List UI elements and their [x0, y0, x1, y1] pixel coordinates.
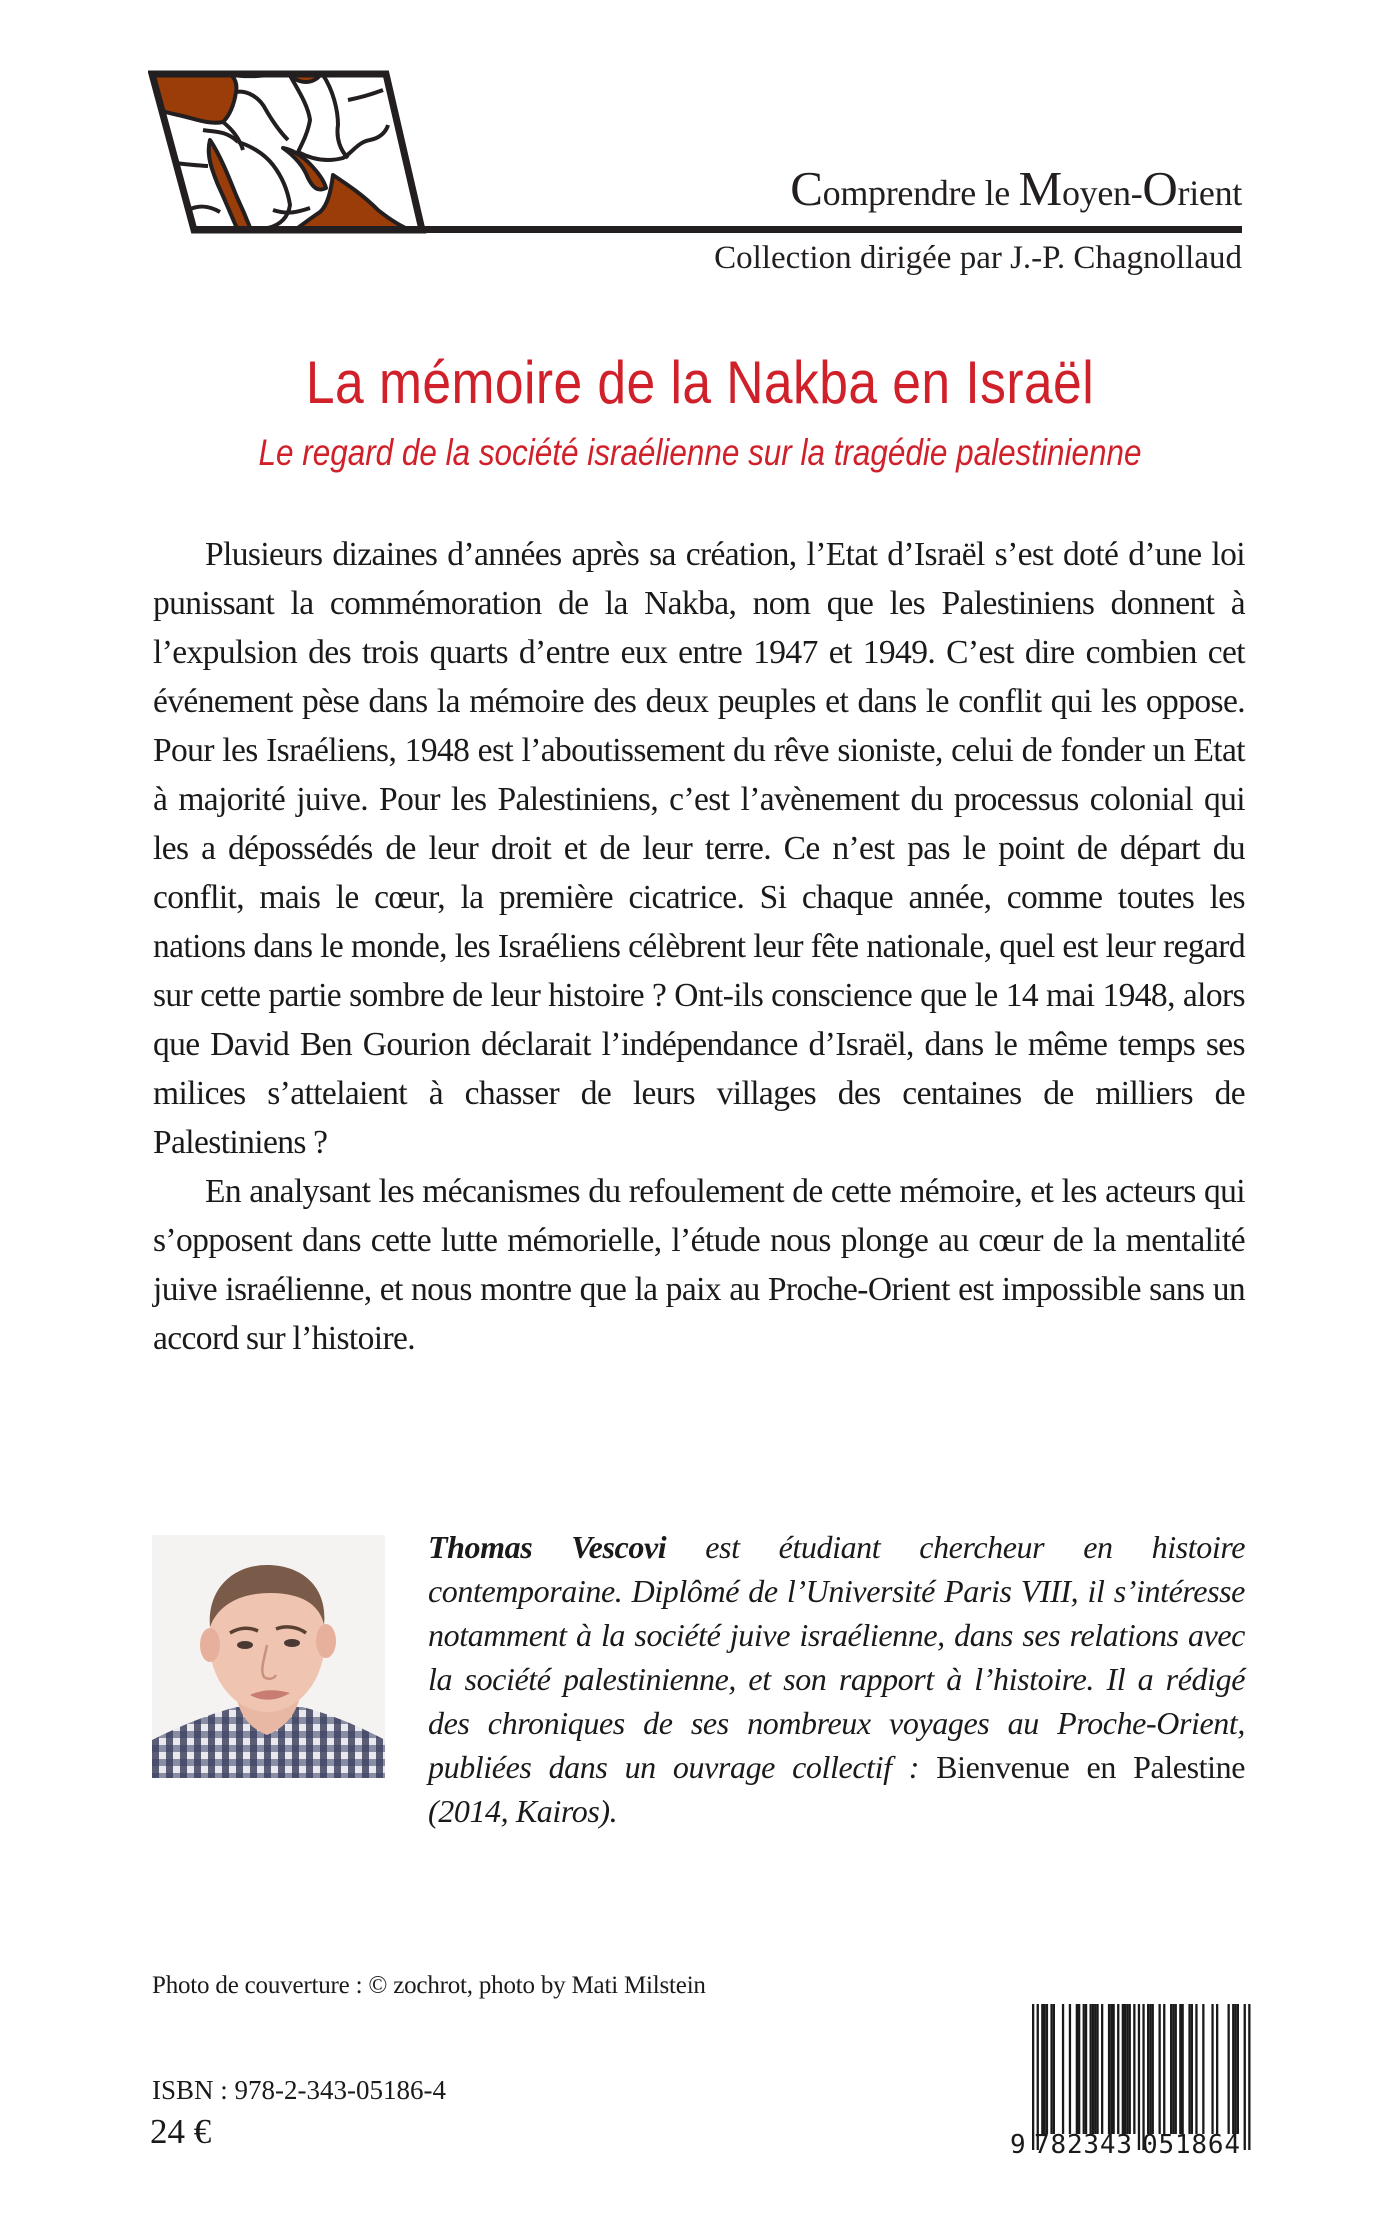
author-bio-text: est étudiant chercheur en histoire contemporaine. Diplômé de l’Université Paris VIII, il s’intéresse notamment à la société juive israélienne, dans ses relations avec la société palestinienne, et son rapport à l’histoire. Il a rédigé des chroniques de ses nombreux voyages au Proche-Orient, publiées dans un ouvrage collectif :: [428, 1529, 1245, 1785]
barcode-bar: [1110, 2004, 1112, 2134]
series-title-text: omprendre le: [822, 173, 1019, 213]
barcode-bar: [1062, 2004, 1064, 2134]
barcode-bar: [1117, 2004, 1119, 2134]
barcode-bar: [1044, 2004, 1046, 2134]
series-title-initial: M: [1018, 161, 1062, 216]
series-title-initial: O: [1142, 161, 1178, 216]
summary: [153, 530, 1245, 1363]
header-rule: [193, 226, 1242, 233]
barcode-bar: [1234, 2004, 1236, 2134]
author-book-title: Bienvenue en Palestine: [936, 1749, 1246, 1785]
author-book-details: (2014, Kairos).: [428, 1793, 618, 1829]
barcode-bar: [1046, 2004, 1048, 2134]
barcode-bar: [1149, 2004, 1151, 2134]
barcode-bar: [1248, 2004, 1250, 2150]
barcode-bar: [1053, 2004, 1055, 2134]
barcode-bar: [1090, 2004, 1092, 2134]
barcode-digits-left: 782343: [1034, 2130, 1132, 2160]
book-title: La mémoire de la Nakba en Israël: [305, 349, 1095, 416]
barcode-bars: [1032, 2004, 1251, 2150]
series-editor: Collection dirigée par J.-P. Chagnollaud: [714, 240, 1242, 276]
barcode-bar: [1175, 2004, 1177, 2134]
book-subtitle: Le regard de la société israélienne sur la tragédie palestinienne: [258, 432, 1142, 473]
series-title: [790, 160, 1242, 217]
barcode-bar: [1163, 2004, 1165, 2134]
barcode-bar: [1133, 2004, 1135, 2134]
isbn-barcode: [1000, 2000, 1265, 2160]
barcode-bar: [1122, 2004, 1124, 2134]
price: 24 €: [150, 2112, 212, 2151]
barcode-bar: [1179, 2004, 1181, 2134]
barcode-bar: [1202, 2004, 1204, 2134]
barcode-bar: [1182, 2004, 1184, 2134]
barcode-bar: [1129, 2004, 1131, 2134]
barcode-bar: [1159, 2004, 1161, 2134]
barcode-bar: [1076, 2004, 1078, 2134]
summary-paragraph: Plusieurs dizaines d’années après sa création, l’Etat d’Israël s’est doté d’une loi punissant la commémoration de la Nakba, nom que les Palestiniens donnent à l’expulsion des trois quarts d’entre eux entre 1947 et 1949. C’est dire combien cet événement pèse dans la mémoire des deux peuples et dans le conflit qui les oppose. Pour les Israéliens, 1948 est l’aboutissement du rêve sioniste, celui de fonder un Etat à majorité juive. Pour les Palestiniens, c’est l’avènement du processus colonial qui les a dépossédés de leur droit et de leur terre. Ce n’est pas le point de départ du conflit, mais le cœur, la première cicatrice. Si chaque année, comme toutes les nations dans le monde, les Israéliens célèbrent leur fête nationale, quel est leur regard sur cette partie sombre de leur histoire ? Ont-ils conscience que le 14 mai 1948, alors que David Ben Gourion déclarait l’indépendance d’Israël, dans le même temps ses milices s’attelaient à chasser de leurs villages des centaines de milliers de Palestiniens ?: [153, 536, 1245, 1161]
barcode-bar: [1152, 2004, 1154, 2134]
barcode-bar: [1037, 2004, 1039, 2150]
author-name: Thomas Vescovi: [428, 1529, 667, 1565]
barcode-bar: [1138, 2004, 1140, 2150]
barcode-bar: [1078, 2004, 1080, 2134]
barcode-bar: [1069, 2004, 1071, 2134]
barcode-bar: [1228, 2004, 1230, 2134]
author-photo: [152, 1535, 385, 1778]
barcode-bar: [1244, 2004, 1246, 2150]
barcode-bar: [1041, 2004, 1043, 2134]
barcode-bar: [1085, 2004, 1087, 2134]
barcode-bar: [1170, 2004, 1172, 2134]
barcode-bar: [1050, 2004, 1052, 2134]
barcode-bar: [1232, 2004, 1234, 2134]
barcode-bar: [1113, 2004, 1115, 2134]
barcode-digit-first: 9: [1010, 2130, 1026, 2160]
isbn: ISBN : 978-2-343-05186-4: [152, 2075, 446, 2105]
barcode-bar: [1108, 2004, 1110, 2134]
series-title-text: oyen-: [1061, 173, 1143, 213]
barcode-bar: [1191, 2004, 1193, 2134]
barcode-bar: [1101, 2004, 1103, 2134]
barcode-bar: [1096, 2004, 1098, 2134]
barcode-bar: [1211, 2004, 1213, 2134]
barcode-bar: [1188, 2004, 1190, 2134]
barcode-bar: [1126, 2004, 1128, 2134]
barcode-bar: [1216, 2004, 1218, 2134]
barcode-bar: [1092, 2004, 1094, 2134]
series-title-initial: C: [790, 161, 823, 216]
barcode-bar: [1172, 2004, 1174, 2134]
barcode-bar: [1237, 2004, 1239, 2134]
barcode-bar: [1195, 2004, 1197, 2134]
barcode-bar: [1083, 2004, 1085, 2134]
author-bio: [428, 1525, 1245, 1833]
barcode-digits-right: 051864: [1142, 2130, 1240, 2160]
summary-paragraph: En analysant les mécanismes du refoulement de cette mémoire, et les acteurs qui s’opposent dans cette lutte mémorielle, l’étude nous plonge au cœur de la mentalité juive israélienne, et nous montre que la paix au Proche-Orient est impossible sans un accord sur l’histoire.: [153, 1173, 1245, 1357]
barcode-bar: [1124, 2004, 1126, 2134]
series-title-text: rient: [1177, 173, 1242, 213]
barcode-bar: [1142, 2004, 1144, 2150]
barcode-bar: [1032, 2004, 1034, 2150]
photo-credit: Photo de couverture : © zochrot, photo by Mati Milstein: [152, 1972, 706, 1999]
barcode-bar: [1147, 2004, 1149, 2134]
middle-east-map-icon: [148, 70, 428, 235]
barcode-bar: [1094, 2004, 1096, 2134]
